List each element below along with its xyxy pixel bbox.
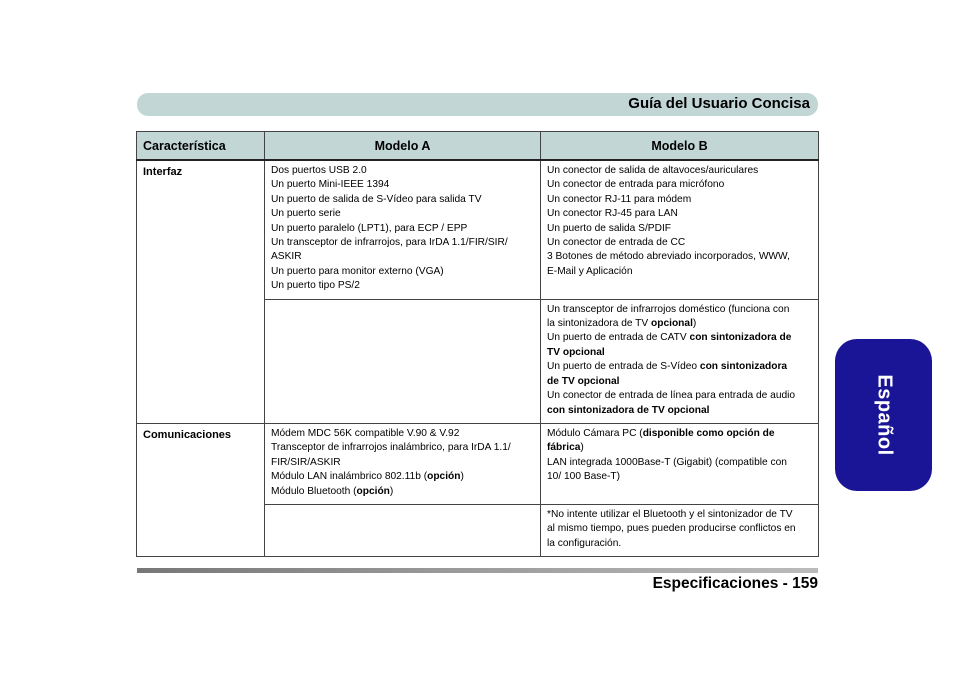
list-item: Módulo LAN inalámbrico 802.11b (opción) [271, 471, 464, 483]
list-item: Transceptor de infrarrojos inalámbrico, para IrDA 1.1/ [271, 442, 511, 454]
list-item: Un puerto de entrada de CATV con sintonizadora de [547, 332, 792, 344]
col-header-model-b: Modelo B [541, 132, 819, 161]
list-item: Un puerto de entrada de S-Vídeo con sintonizadora [547, 361, 788, 373]
list-item: fábrica) [547, 442, 584, 454]
note-text: al mismo tiempo, pues pueden producirse conflictos en [547, 523, 796, 535]
list-item: Un conector de entrada para micrófono [547, 179, 725, 191]
list-item: Un puerto tipo PS/2 [271, 280, 360, 292]
col-header-model-a: Modelo A [265, 132, 541, 161]
list-item: la sintonizadora de TV opcional) [547, 318, 697, 330]
footer-divider [137, 568, 818, 573]
list-item: Un conector RJ-11 para módem [547, 193, 692, 205]
list-item: TV opcional [547, 346, 605, 358]
list-item: Módulo Cámara PC (disponible como opción de [547, 427, 775, 439]
list-item: Un puerto para monitor externo (VGA) [271, 265, 444, 277]
comunicaciones-model-a [265, 423, 541, 504]
table-row-comunicaciones [137, 423, 819, 504]
list-item: Un conector de entrada de CC [547, 237, 686, 249]
list-item: Módem MDC 56K compatible V.90 & V.92 [271, 427, 460, 439]
list-item: Dos puertos USB 2.0 [271, 165, 367, 176]
list-item: 3 Botones de método abreviado incorporados, WWW, [547, 251, 790, 263]
interfaz-model-b-tv [541, 299, 819, 423]
list-item: Un puerto de salida de S-Vídeo para salida TV [271, 193, 482, 205]
list-item: con sintonizadora de TV opcional [547, 404, 710, 416]
page-footer: Especificaciones - 159 [652, 575, 818, 592]
language-tab-label: Español [873, 374, 895, 456]
list-item: E-Mail y Aplicación [547, 265, 633, 277]
list-item: Un puerto de salida S/PDIF [547, 222, 672, 234]
feature-interfaz: Interfaz [137, 160, 265, 423]
list-item: FIR/SIR/ASKIR [271, 456, 341, 468]
col-header-feature: Característica [137, 132, 265, 161]
note-text: la configuración. [547, 537, 622, 549]
list-item: LAN integrada 1000Base-T (Gigabit) (compatible con [547, 456, 787, 468]
note-text: *No intente utilizar el Bluetooth y el sintonizador de TV [547, 508, 793, 520]
list-item: de TV opcional [547, 375, 620, 387]
list-item: Un conector de entrada de línea para entrada de audio [547, 390, 796, 402]
feature-comunicaciones: Comunicaciones [137, 423, 265, 556]
spec-table [136, 131, 819, 557]
comunicaciones-model-b [541, 423, 819, 504]
interfaz-model-a [265, 160, 541, 299]
interfaz-model-b [541, 160, 819, 299]
header-bar [137, 93, 818, 116]
list-item: Un puerto serie [271, 208, 341, 220]
list-item: Un conector RJ-45 para LAN [547, 208, 678, 220]
table-row-interfaz [137, 160, 819, 299]
page-header-title: Guía del Usuario Concisa [628, 95, 810, 112]
list-item: Un transceptor de infrarrojos doméstico (funciona con [547, 303, 790, 315]
comunicaciones-model-a-empty [265, 504, 541, 556]
table-header-row [137, 132, 819, 161]
list-item: Un transceptor de infrarrojos, para IrDA 1.1/FIR/SIR/ [271, 237, 508, 249]
interfaz-model-a-empty [265, 299, 541, 423]
language-tab [835, 339, 932, 491]
comunicaciones-note [541, 504, 819, 556]
list-item: 10/ 100 Base-T) [547, 471, 621, 483]
list-item: ASKIR [271, 251, 302, 263]
list-item: Un puerto paralelo (LPT1), para ECP / EPP [271, 222, 468, 234]
list-item: Módulo Bluetooth (opción) [271, 485, 394, 497]
list-item: Un puerto Mini-IEEE 1394 [271, 179, 390, 191]
list-item: Un conector de salida de altavoces/auriculares [547, 165, 759, 176]
